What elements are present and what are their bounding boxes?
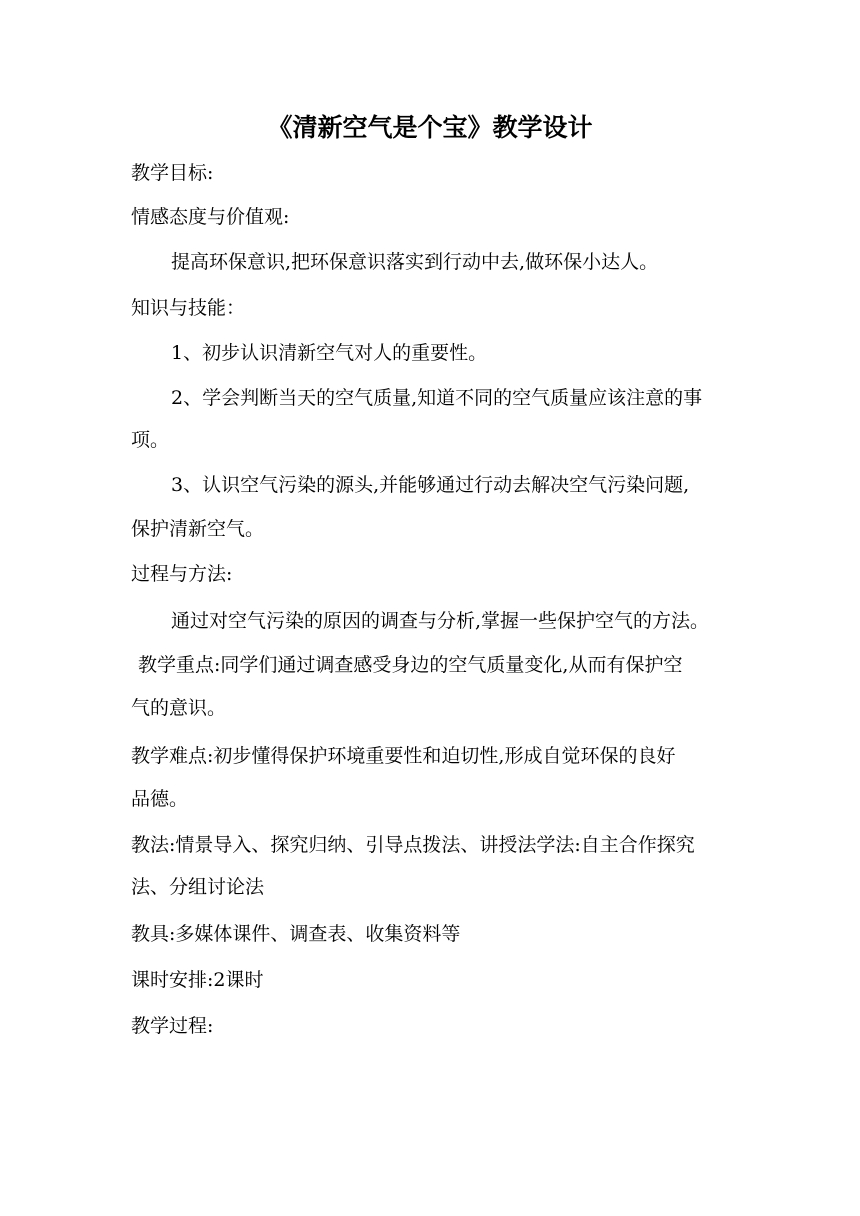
teaching-difficulty: 教学难点:初步懂得保护环境重要性和迫切性,形成自觉环保的良好 <box>131 745 676 767</box>
teaching-methods-continued: 法、分组讨论法 <box>131 876 265 898</box>
heading-teaching-objectives: 教学目标: <box>131 162 214 184</box>
teaching-key-point: 教学重点:同学们通过调查感受身边的空气质量变化,从而有保护空 <box>138 654 683 676</box>
paragraph-process-methods: 通过对空气污染的原因的调查与分析,掌握一些保护空气的方法。 <box>171 610 710 632</box>
document-title: 《清新空气是个宝》教学设计 <box>267 113 593 142</box>
list-item-2-continued: 项。 <box>131 429 170 451</box>
teaching-key-point-continued: 气的意识。 <box>131 697 227 719</box>
heading-teaching-process: 教学过程: <box>131 1015 214 1037</box>
heading-attitude-values: 情感态度与价值观: <box>131 206 290 228</box>
list-item-3-continued: 保护清新空气。 <box>131 518 265 540</box>
list-item-1: 1、初步认识清新空气对人的重要性。 <box>171 342 488 364</box>
list-item-3: 3、认识空气污染的源头,并能够通过行动去解决空气污染问题, <box>171 474 690 496</box>
list-item-2: 2、学会判断当天的空气质量,知道不同的空气质量应该注意的事 <box>171 387 703 409</box>
class-hours: 课时安排:2课时 <box>131 969 264 991</box>
paragraph-attitude-values: 提高环保意识,把环保意识落实到行动中去,做环保小达人。 <box>171 251 659 273</box>
teaching-aids: 教具:多媒体课件、调查表、收集资料等 <box>131 923 461 945</box>
heading-knowledge-skills: 知识与技能： <box>131 297 246 319</box>
teaching-methods: 教法:情景导入、探究归纳、引导点拨法、讲授法学法:自主合作探究 <box>131 834 695 856</box>
heading-process-methods: 过程与方法: <box>131 563 233 585</box>
teaching-difficulty-continued: 品德。 <box>131 788 189 810</box>
